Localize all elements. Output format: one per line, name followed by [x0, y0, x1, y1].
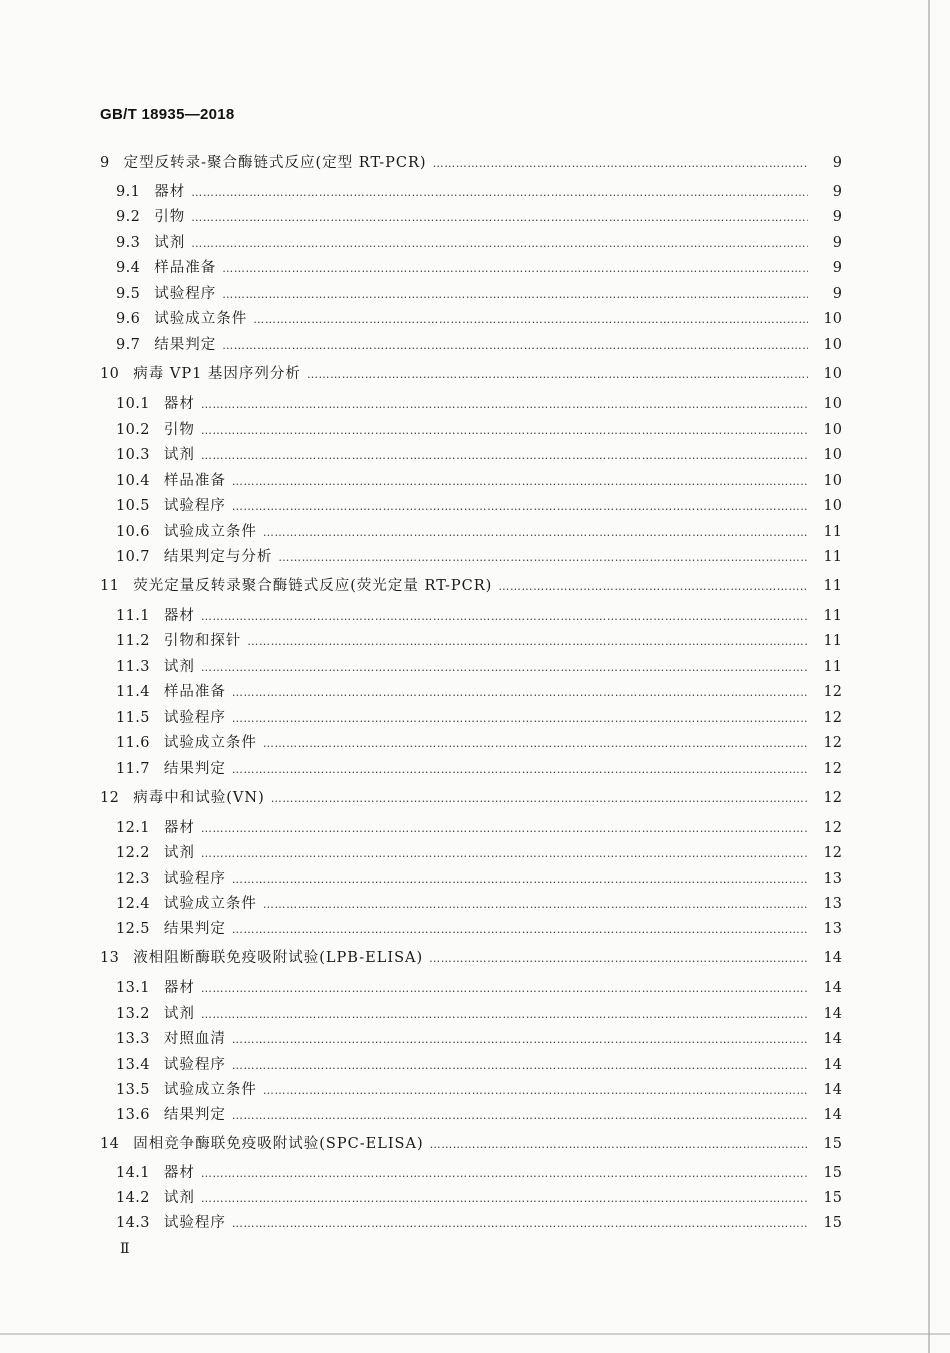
- toc-entry-number: 11.7: [116, 761, 150, 777]
- toc-entry-title: 试验程序: [163, 710, 226, 726]
- toc-page-number: 10: [823, 366, 842, 382]
- toc-dot-leader: [247, 631, 808, 653]
- toc-entry-number: 9.5: [116, 286, 141, 302]
- toc-dot-leader: [191, 207, 808, 229]
- toc-entry-title: 试验程序: [163, 1057, 226, 1073]
- toc-entry-title: 器材: [163, 608, 195, 624]
- toc-dot-leader: [433, 153, 808, 175]
- toc-section-entry[interactable]: [0, 521, 950, 543]
- toc-entry-title: 试剂: [163, 1190, 195, 1206]
- toc-dot-leader: [232, 759, 808, 781]
- toc-entry-title: 引物: [154, 209, 186, 225]
- toc-dot-leader: [232, 496, 808, 518]
- toc-entry-title: 试验程序: [163, 1215, 226, 1231]
- toc-entry-number: 14.2: [116, 1190, 150, 1206]
- toc-section-entry[interactable]: [0, 681, 950, 703]
- scan-edge: [0, 1333, 950, 1335]
- toc-dot-leader: [201, 394, 808, 416]
- toc-section-entry[interactable]: [0, 181, 950, 203]
- toc-entry-title: 引物: [163, 422, 195, 438]
- toc-entry-number: 10: [100, 366, 120, 382]
- toc-entry-number: 12.5: [116, 921, 150, 937]
- toc-entry-number: 11.5: [116, 710, 150, 726]
- toc-dot-leader: [232, 919, 808, 941]
- toc-section-entry[interactable]: [0, 393, 950, 415]
- toc-dot-leader: [222, 258, 808, 280]
- toc-dot-leader: [201, 445, 808, 467]
- toc-entry-title: 试剂: [163, 1006, 195, 1022]
- toc-section-entry[interactable]: [0, 977, 950, 999]
- toc-dot-leader: [232, 471, 808, 493]
- toc-page-number: 12: [823, 735, 842, 751]
- toc-dot-leader: [430, 1134, 808, 1156]
- toc-entry-number: 11.1: [116, 608, 150, 624]
- toc-entry-title: 结果判定与分析: [163, 549, 273, 565]
- toc-entry-number: 10.7: [116, 549, 150, 565]
- toc-dot-leader: [232, 1213, 808, 1235]
- toc-entry-number: 9.1: [116, 184, 141, 200]
- toc-dot-leader: [201, 843, 808, 865]
- toc-entry-title: 试验成立条件: [163, 735, 257, 751]
- toc-chapter-entry[interactable]: [0, 363, 950, 385]
- toc-section-entry[interactable]: [0, 495, 950, 517]
- toc-dot-leader: [201, 606, 808, 628]
- standard-code-header: GB/T 18935—2018: [100, 106, 235, 123]
- toc-entry-number: 14: [100, 1136, 120, 1152]
- toc-entry-number: 13.4: [116, 1057, 150, 1073]
- toc-dot-leader: [201, 978, 808, 1000]
- toc-page-number: 9: [832, 260, 842, 276]
- toc-page-number: 10: [823, 447, 842, 463]
- toc-section-entry[interactable]: [0, 1162, 950, 1184]
- toc-section-entry[interactable]: [0, 257, 950, 279]
- toc-dot-leader: [263, 894, 808, 916]
- toc-dot-leader: [201, 657, 808, 679]
- toc-dot-leader: [201, 1163, 808, 1185]
- toc-entry-number: 12.2: [116, 845, 150, 861]
- toc-section-entry[interactable]: [0, 656, 950, 678]
- toc-page-number: 12: [823, 684, 842, 700]
- toc-chapter-entry[interactable]: [0, 1133, 950, 1155]
- toc-entry-number: 9.7: [116, 337, 141, 353]
- toc-dot-leader: [222, 335, 808, 357]
- toc-entry-number: 13.5: [116, 1082, 150, 1098]
- toc-dot-leader: [201, 1004, 808, 1026]
- toc-entry-number: 9.2: [116, 209, 141, 225]
- toc-section-entry[interactable]: [0, 868, 950, 890]
- toc-page-number: 14: [823, 1107, 842, 1123]
- toc-dot-leader: [191, 182, 808, 204]
- toc-section-entry[interactable]: [0, 732, 950, 754]
- toc-entry-title: 试剂: [163, 845, 195, 861]
- toc-entry-title: 样品准备: [163, 473, 226, 489]
- toc-dot-leader: [232, 708, 808, 730]
- toc-page-number: 11: [823, 608, 842, 624]
- toc-page-number: 10: [823, 337, 842, 353]
- toc-section-entry[interactable]: [0, 893, 950, 915]
- toc-section-entry[interactable]: [0, 630, 950, 652]
- toc-entry-title: 试验程序: [163, 498, 226, 514]
- toc-entry-number: 10.5: [116, 498, 150, 514]
- toc-page-number: 10: [823, 498, 842, 514]
- toc-section-entry[interactable]: [0, 334, 950, 356]
- toc-entry-title: 试剂: [163, 447, 195, 463]
- toc-entry-title: 结果判定: [154, 337, 217, 353]
- toc-page-number: 14: [823, 950, 842, 966]
- toc-dot-leader: [271, 788, 808, 810]
- toc-entry-title: 对照血清: [163, 1031, 226, 1047]
- toc-chapter-entry[interactable]: [0, 787, 950, 809]
- toc-section-entry[interactable]: [0, 1003, 950, 1025]
- toc-entry-number: 11.3: [116, 659, 150, 675]
- toc-section-entry[interactable]: [0, 546, 950, 568]
- toc-section-entry[interactable]: [0, 1079, 950, 1101]
- toc-page-number: 9: [832, 209, 842, 225]
- toc-entry-number: 9: [100, 155, 110, 171]
- toc-entry-number: 12.1: [116, 820, 150, 836]
- toc-entry-title: 器材: [163, 396, 195, 412]
- toc-page-number: 9: [832, 286, 842, 302]
- toc-page-number: 11: [823, 524, 842, 540]
- toc-entry-number: 11: [100, 578, 120, 594]
- toc-entry-number: 11.6: [116, 735, 150, 751]
- toc-dot-leader: [232, 1105, 808, 1127]
- toc-dot-leader: [429, 948, 808, 970]
- toc-page-number: 10: [823, 311, 842, 327]
- toc-entry-number: 9.6: [116, 311, 141, 327]
- toc-page-number: 14: [823, 980, 842, 996]
- toc-page-number: 13: [823, 921, 842, 937]
- toc-entry-title: 结果判定: [163, 921, 226, 937]
- toc-page-number: 12: [823, 845, 842, 861]
- toc-dot-leader: [232, 1055, 808, 1077]
- toc-page-number: 15: [823, 1190, 842, 1206]
- toc-entry-number: 13.3: [116, 1031, 150, 1047]
- page-folio: Ⅱ: [120, 1241, 131, 1257]
- toc-dot-leader: [263, 733, 808, 755]
- toc-entry-number: 13: [100, 950, 120, 966]
- toc-dot-leader: [201, 1188, 808, 1210]
- toc-section-entry[interactable]: [0, 605, 950, 627]
- toc-dot-leader: [191, 233, 808, 255]
- toc-section-entry[interactable]: [0, 444, 950, 466]
- toc-entry-title: 结果判定: [163, 761, 226, 777]
- toc-entry-title: 样品准备: [154, 260, 217, 276]
- toc-section-entry[interactable]: [0, 758, 950, 780]
- toc-entry-number: 12.3: [116, 871, 150, 887]
- toc-entry-number: 13.1: [116, 980, 150, 996]
- toc-section-entry[interactable]: [0, 308, 950, 330]
- toc-section-entry[interactable]: [0, 1028, 950, 1050]
- toc-entry-number: 10.3: [116, 447, 150, 463]
- toc-dot-leader: [263, 522, 808, 544]
- toc-section-entry[interactable]: [0, 707, 950, 729]
- toc-entry-number: 10.4: [116, 473, 150, 489]
- toc-entry-title: 试验成立条件: [163, 524, 257, 540]
- toc-entry-title: 器材: [163, 980, 195, 996]
- toc-entry-number: 10.2: [116, 422, 150, 438]
- toc-page-number: 12: [823, 820, 842, 836]
- toc-section-entry[interactable]: [0, 419, 950, 441]
- toc-entry-title: 器材: [163, 820, 195, 836]
- toc-dot-leader: [278, 547, 808, 569]
- toc-chapter-entry[interactable]: [0, 947, 950, 969]
- toc-dot-leader: [263, 1080, 808, 1102]
- toc-entry-number: 10.6: [116, 524, 150, 540]
- toc-dot-leader: [232, 1029, 808, 1051]
- toc-entry-title: 荧光定量反转录聚合酶链式反应(荧光定量 RT-PCR): [133, 578, 493, 594]
- toc-page-number: 11: [823, 549, 842, 565]
- toc-section-entry[interactable]: [0, 1187, 950, 1209]
- toc-page-number: 14: [823, 1057, 842, 1073]
- toc-section-entry[interactable]: [0, 1054, 950, 1076]
- toc-entry-number: 12.4: [116, 896, 150, 912]
- toc-dot-leader: [232, 869, 808, 891]
- toc-page-number: 10: [823, 422, 842, 438]
- toc-page-number: 11: [823, 659, 842, 675]
- toc-entry-number: 12: [100, 790, 120, 806]
- toc-page-number: 14: [823, 1082, 842, 1098]
- toc-page-number: 12: [823, 790, 842, 806]
- toc-entry-title: 病毒 VP1 基因序列分析: [133, 366, 301, 382]
- toc-page-number: 11: [823, 633, 842, 649]
- toc-entry-title: 器材: [163, 1165, 195, 1181]
- toc-section-entry[interactable]: [0, 1104, 950, 1126]
- toc-entry-number: 13.2: [116, 1006, 150, 1022]
- toc-page-number: 15: [823, 1136, 842, 1152]
- toc-page-number: 14: [823, 1031, 842, 1047]
- toc-entry-title: 结果判定: [163, 1107, 226, 1123]
- toc-entry-title: 病毒中和试验(VN): [133, 790, 265, 806]
- toc-entry-title: 试验成立条件: [154, 311, 248, 327]
- toc-page-number: 9: [832, 155, 842, 171]
- toc-section-entry[interactable]: [0, 232, 950, 254]
- toc-dot-leader: [222, 284, 808, 306]
- toc-page-number: 13: [823, 896, 842, 912]
- toc-page-number: 14: [823, 1006, 842, 1022]
- toc-entry-title: 定型反转录-聚合酶链式反应(定型 RT-PCR): [123, 155, 427, 171]
- toc-dot-leader: [201, 818, 808, 840]
- toc-dot-leader: [498, 576, 808, 598]
- toc-page-number: 15: [823, 1215, 842, 1231]
- toc-section-entry[interactable]: [0, 283, 950, 305]
- toc-entry-number: 9.4: [116, 260, 141, 276]
- toc-entry-title: 试验程序: [163, 871, 226, 887]
- toc-section-entry[interactable]: [0, 470, 950, 492]
- toc-page-number: 13: [823, 871, 842, 887]
- toc-entry-number: 11.2: [116, 633, 150, 649]
- toc-entry-title: 试验程序: [154, 286, 217, 302]
- toc-section-entry[interactable]: [0, 918, 950, 940]
- toc-page-number: 12: [823, 710, 842, 726]
- toc-entry-number: 14.3: [116, 1215, 150, 1231]
- toc-section-entry[interactable]: [0, 1212, 950, 1234]
- toc-dot-leader: [201, 420, 808, 442]
- toc-entry-title: 样品准备: [163, 684, 226, 700]
- toc-chapter-entry[interactable]: [0, 575, 950, 597]
- toc-dot-leader: [232, 682, 808, 704]
- toc-page-number: 10: [823, 396, 842, 412]
- toc-page-number: 10: [823, 473, 842, 489]
- toc-section-entry[interactable]: [0, 206, 950, 228]
- toc-entry-title: 试剂: [154, 235, 186, 251]
- toc-entry-number: 14.1: [116, 1165, 150, 1181]
- toc-entry-title: 试剂: [163, 659, 195, 675]
- toc-page-number: 9: [832, 184, 842, 200]
- toc-dot-leader: [253, 309, 808, 331]
- toc-entry-number: 9.3: [116, 235, 141, 251]
- toc-entry-title: 固相竞争酶联免疫吸附试验(SPC-ELISA): [133, 1136, 424, 1152]
- toc-page-number: 9: [832, 235, 842, 251]
- toc-page-number: 11: [823, 578, 842, 594]
- toc-entry-number: 10.1: [116, 396, 150, 412]
- toc-entry-title: 液相阻断酶联免疫吸附试验(LPB-ELISA): [133, 950, 424, 966]
- toc-entry-number: 11.4: [116, 684, 150, 700]
- toc-entry-number: 13.6: [116, 1107, 150, 1123]
- toc-dot-leader: [307, 364, 808, 386]
- toc-section-entry[interactable]: [0, 842, 950, 864]
- toc-entry-title: 试验成立条件: [163, 1082, 257, 1098]
- toc-entry-title: 试验成立条件: [163, 896, 257, 912]
- toc-chapter-entry[interactable]: [0, 152, 950, 174]
- toc-section-entry[interactable]: [0, 817, 950, 839]
- toc-entry-title: 引物和探针: [163, 633, 242, 649]
- toc-entry-title: 器材: [154, 184, 186, 200]
- toc-page-number: 15: [823, 1165, 842, 1181]
- toc-page-number: 12: [823, 761, 842, 777]
